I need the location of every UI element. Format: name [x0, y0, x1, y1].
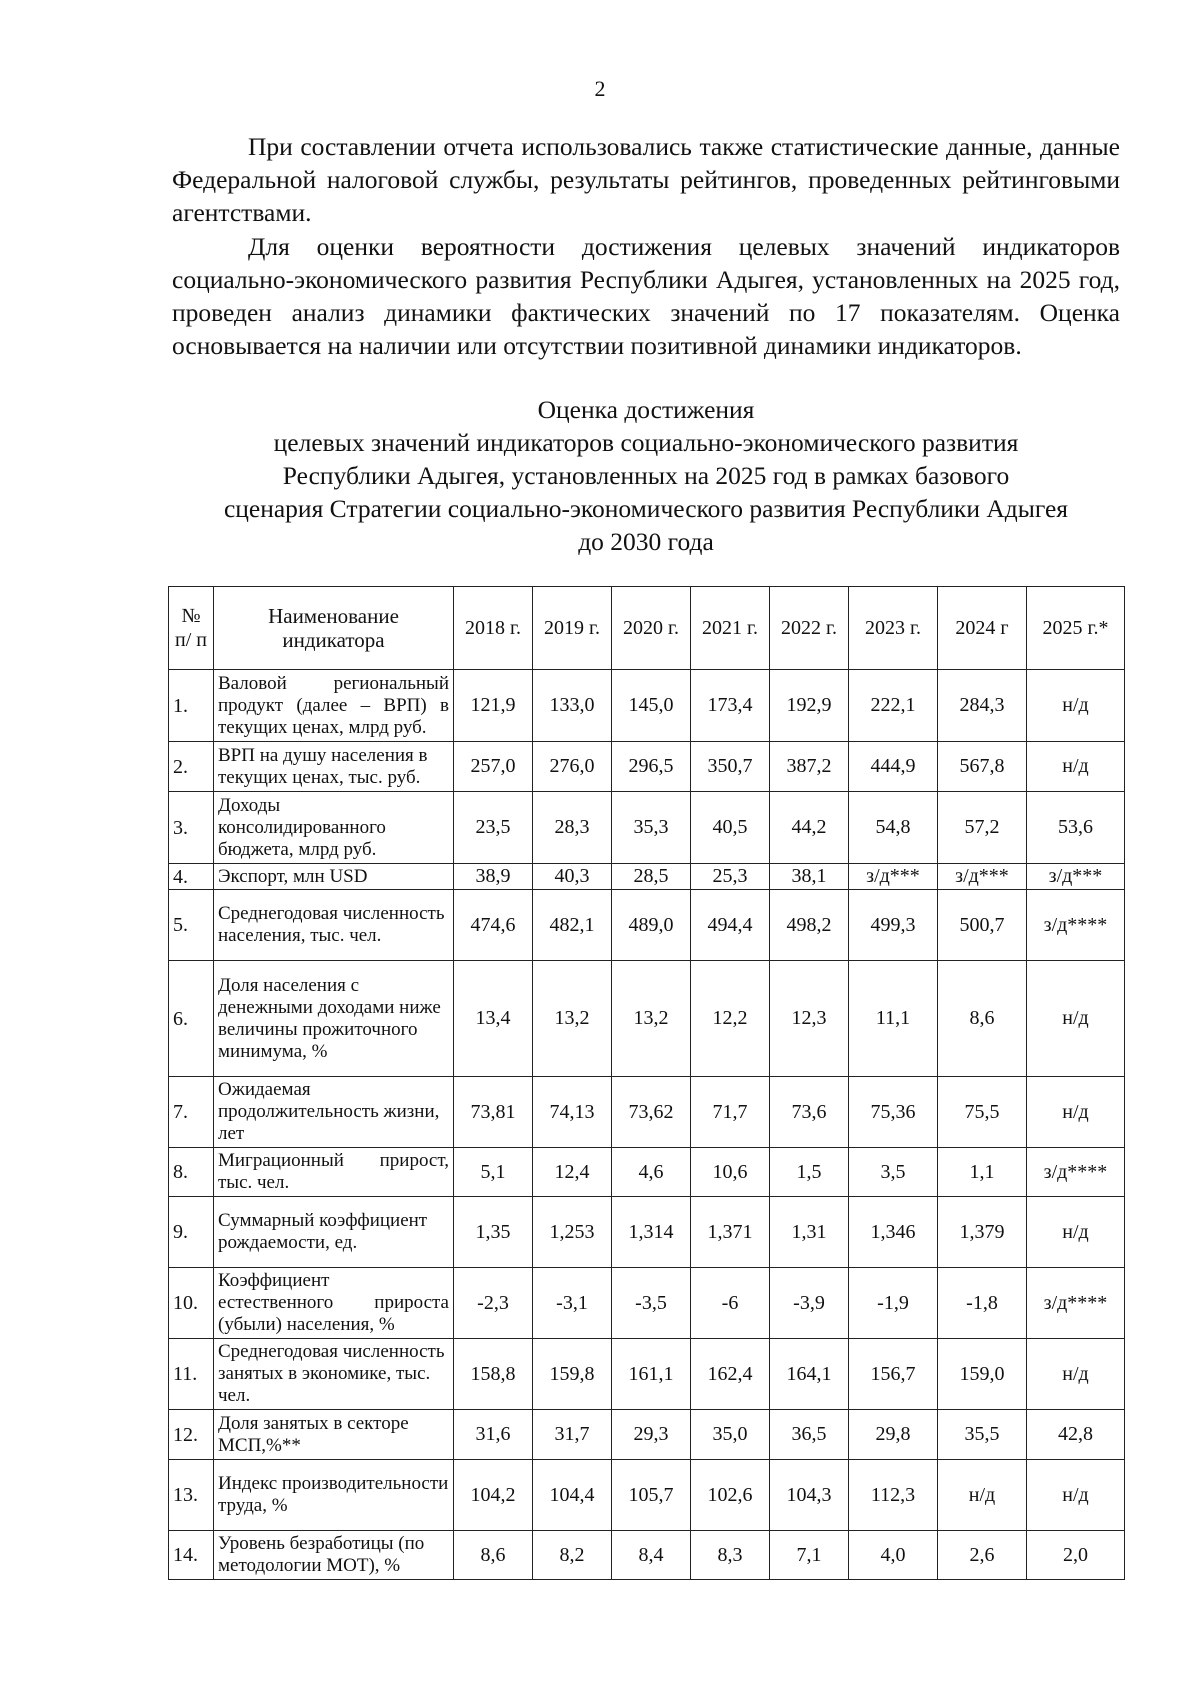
row-value: 73,6	[770, 1077, 849, 1148]
table-row	[169, 1077, 1125, 1148]
row-value: з/д***	[849, 864, 938, 890]
row-name: Ожидаемая продолжительность жизни, лет	[214, 1077, 454, 1148]
row-value: 73,62	[612, 1077, 691, 1148]
row-num: 4.	[169, 864, 214, 890]
row-value: 3,5	[849, 1148, 938, 1197]
row-value: 11,1	[849, 961, 938, 1077]
row-name: Доходы консолидированного бюджета, млрд руб.	[214, 792, 454, 864]
table-row	[169, 1197, 1125, 1268]
row-value: 156,7	[849, 1339, 938, 1410]
row-value: 38,1	[770, 864, 849, 890]
row-num: 5.	[169, 890, 214, 961]
header-num: № п/ п	[169, 587, 214, 670]
row-value: 12,4	[533, 1148, 612, 1197]
table-row	[169, 1148, 1125, 1197]
row-value: 38,9	[454, 864, 533, 890]
row-value: н/д	[1027, 1339, 1125, 1410]
row-value: 1,5	[770, 1148, 849, 1197]
row-value: з/д****	[1027, 1148, 1125, 1197]
row-value: з/д***	[1027, 864, 1125, 890]
table-title	[172, 393, 1120, 558]
row-name: ВРП на душу населения в текущих ценах, тыс. руб.	[214, 742, 454, 792]
row-value: 8,6	[454, 1531, 533, 1580]
row-name: Уровень безработицы (по методологии МОТ), %	[214, 1531, 454, 1580]
row-value: 192,9	[770, 670, 849, 742]
row-value: 104,3	[770, 1460, 849, 1531]
row-value: 71,7	[691, 1077, 770, 1148]
row-value: -3,1	[533, 1268, 612, 1339]
row-value: 257,0	[454, 742, 533, 792]
header-year: 2020 г.	[612, 587, 691, 670]
row-value: 8,6	[938, 961, 1027, 1077]
row-name: Среднегодовая численность населения, тыс. чел.	[214, 890, 454, 961]
indicators-table	[168, 586, 1125, 1580]
row-value: 1,35	[454, 1197, 533, 1268]
row-value: -3,9	[770, 1268, 849, 1339]
row-name: Суммарный коэффициент рождаемости, ед.	[214, 1197, 454, 1268]
row-value: 25,3	[691, 864, 770, 890]
row-name: Экспорт, млн USD	[214, 864, 454, 890]
row-num: 1.	[169, 670, 214, 742]
intro-paragraph-sources: При составлении отчета использовались также статистические данные, данные Федеральной налоговой службы, результаты рейтингов, проведенных рейтинговыми агентствами.	[172, 132, 1120, 227]
row-value: -6	[691, 1268, 770, 1339]
table-title-line: Оценка достижения	[537, 395, 755, 424]
row-value: 159,0	[938, 1339, 1027, 1410]
table-title-line: целевых значений индикаторов социально-экономического развития	[273, 428, 1019, 457]
row-value: 7,1	[770, 1531, 849, 1580]
row-value: 164,1	[770, 1339, 849, 1410]
row-num: 7.	[169, 1077, 214, 1148]
table-title-line: Республики Адыгея, установленных на 2025 год в рамках базового	[282, 461, 1010, 490]
row-value: 158,8	[454, 1339, 533, 1410]
row-value: 4,6	[612, 1148, 691, 1197]
row-value: з/д***	[938, 864, 1027, 890]
row-value: 474,6	[454, 890, 533, 961]
row-value: 75,5	[938, 1077, 1027, 1148]
page-number: 2	[594, 76, 606, 101]
row-value: 42,8	[1027, 1410, 1125, 1460]
header-name: Наименование индикатора	[214, 587, 454, 670]
table-row	[169, 1531, 1125, 1580]
row-value: 12,2	[691, 961, 770, 1077]
row-value: 112,3	[849, 1460, 938, 1531]
row-value: 4,0	[849, 1531, 938, 1580]
table-row	[169, 961, 1125, 1077]
header-year: 2021 г.	[691, 587, 770, 670]
row-num: 8.	[169, 1148, 214, 1197]
row-value: 498,2	[770, 890, 849, 961]
header-year: 2022 г.	[770, 587, 849, 670]
row-value: 105,7	[612, 1460, 691, 1531]
row-value: 35,5	[938, 1410, 1027, 1460]
row-value: 12,3	[770, 961, 849, 1077]
table-row	[169, 742, 1125, 792]
row-value: 40,3	[533, 864, 612, 890]
row-num: 11.	[169, 1339, 214, 1410]
row-num: 13.	[169, 1460, 214, 1531]
row-value: 5,1	[454, 1148, 533, 1197]
row-value: 40,5	[691, 792, 770, 864]
row-value: 29,8	[849, 1410, 938, 1460]
row-value: 121,9	[454, 670, 533, 742]
row-num: 10.	[169, 1268, 214, 1339]
row-value: 444,9	[849, 742, 938, 792]
row-value: н/д	[1027, 1197, 1125, 1268]
row-value: 161,1	[612, 1339, 691, 1410]
row-value: н/д	[938, 1460, 1027, 1531]
row-value: 28,5	[612, 864, 691, 890]
table-title-line: сценария Стратегии социально-экономического развития Республики Адыгея	[223, 494, 1069, 523]
header-year: 2018 г.	[454, 587, 533, 670]
row-value: 102,6	[691, 1460, 770, 1531]
table-title-line: до 2030 года	[578, 527, 714, 556]
row-num: 2.	[169, 742, 214, 792]
row-value: 482,1	[533, 890, 612, 961]
row-value: 13,2	[533, 961, 612, 1077]
row-value: н/д	[1027, 742, 1125, 792]
row-value: 567,8	[938, 742, 1027, 792]
row-value: 133,0	[533, 670, 612, 742]
header-year: 2024 г	[938, 587, 1027, 670]
row-value: -3,5	[612, 1268, 691, 1339]
table-row	[169, 792, 1125, 864]
row-value: 173,4	[691, 670, 770, 742]
table-row	[169, 1339, 1125, 1410]
row-value: 1,379	[938, 1197, 1027, 1268]
header-year: 2025 г.*	[1027, 587, 1125, 670]
row-value: н/д	[1027, 961, 1125, 1077]
row-value: 276,0	[533, 742, 612, 792]
row-value: 28,3	[533, 792, 612, 864]
row-value: 8,4	[612, 1531, 691, 1580]
row-num: 9.	[169, 1197, 214, 1268]
row-name: Среднегодовая численность занятых в экономике, тыс. чел.	[214, 1339, 454, 1410]
row-value: 1,346	[849, 1197, 938, 1268]
row-value: 75,36	[849, 1077, 938, 1148]
row-value: 23,5	[454, 792, 533, 864]
row-value: 73,81	[454, 1077, 533, 1148]
table-row	[169, 1410, 1125, 1460]
row-value: 10,6	[691, 1148, 770, 1197]
row-name: Коэффициент естественного прироста (убыли) населения, %	[214, 1268, 454, 1339]
row-value: 159,8	[533, 1339, 612, 1410]
row-value: 2,6	[938, 1531, 1027, 1580]
header-year: 2023 г.	[849, 587, 938, 670]
table-row	[169, 864, 1125, 890]
table-row	[169, 1460, 1125, 1531]
row-value: 35,3	[612, 792, 691, 864]
row-value: н/д	[1027, 670, 1125, 742]
row-value: з/д****	[1027, 890, 1125, 961]
table-row	[169, 670, 1125, 742]
row-name: Индекс производительности труда, %	[214, 1460, 454, 1531]
row-value: 31,6	[454, 1410, 533, 1460]
table-header-row	[169, 587, 1125, 670]
row-value: н/д	[1027, 1077, 1125, 1148]
row-name: Миграционный прирост, тыс. чел.	[214, 1148, 454, 1197]
row-value: 13,2	[612, 961, 691, 1077]
row-value: 31,7	[533, 1410, 612, 1460]
row-num: 14.	[169, 1531, 214, 1580]
row-value: 35,0	[691, 1410, 770, 1460]
row-value: 499,3	[849, 890, 938, 961]
header-year: 2019 г.	[533, 587, 612, 670]
row-value: 8,2	[533, 1531, 612, 1580]
row-value: 74,13	[533, 1077, 612, 1148]
row-value: 44,2	[770, 792, 849, 864]
row-name: Доля населения с денежными доходами ниже величины прожиточного минимума, %	[214, 961, 454, 1077]
row-value: 1,31	[770, 1197, 849, 1268]
row-value: 104,4	[533, 1460, 612, 1531]
row-value: 54,8	[849, 792, 938, 864]
row-value: 296,5	[612, 742, 691, 792]
row-name: Валовой региональный продукт (далее – ВРП) в текущих ценах, млрд руб.	[214, 670, 454, 742]
row-value: 284,3	[938, 670, 1027, 742]
row-value: 162,4	[691, 1339, 770, 1410]
row-value: 57,2	[938, 792, 1027, 864]
row-value: 222,1	[849, 670, 938, 742]
row-num: 3.	[169, 792, 214, 864]
intro-paragraph-method: Для оценки вероятности достижения целевых значений индикаторов социально-экономического развития Республики Адыгея, установленных на 2025 год, проведен анализ динамики фактических значений по 17 показателям. Оценка основывается на наличии или отсутствии позитивной динамики индикаторов.	[172, 232, 1120, 360]
row-value: 489,0	[612, 890, 691, 961]
row-value: 36,5	[770, 1410, 849, 1460]
row-value: 1,253	[533, 1197, 612, 1268]
row-value: -1,9	[849, 1268, 938, 1339]
row-value: 387,2	[770, 742, 849, 792]
row-value: 104,2	[454, 1460, 533, 1531]
row-value: -1,8	[938, 1268, 1027, 1339]
row-value: 494,4	[691, 890, 770, 961]
row-value: 350,7	[691, 742, 770, 792]
row-value: 500,7	[938, 890, 1027, 961]
row-value: 29,3	[612, 1410, 691, 1460]
row-name: Доля занятых в секторе МСП,%**	[214, 1410, 454, 1460]
row-value: 2,0	[1027, 1531, 1125, 1580]
row-value: 8,3	[691, 1531, 770, 1580]
table-row	[169, 890, 1125, 961]
table-row	[169, 1268, 1125, 1339]
row-value: 13,4	[454, 961, 533, 1077]
row-value: 1,314	[612, 1197, 691, 1268]
row-value: 145,0	[612, 670, 691, 742]
row-value: 1,1	[938, 1148, 1027, 1197]
row-value: 53,6	[1027, 792, 1125, 864]
row-value: н/д	[1027, 1460, 1125, 1531]
row-value: -2,3	[454, 1268, 533, 1339]
row-value: з/д****	[1027, 1268, 1125, 1339]
row-num: 6.	[169, 961, 214, 1077]
row-value: 1,371	[691, 1197, 770, 1268]
row-num: 12.	[169, 1410, 214, 1460]
